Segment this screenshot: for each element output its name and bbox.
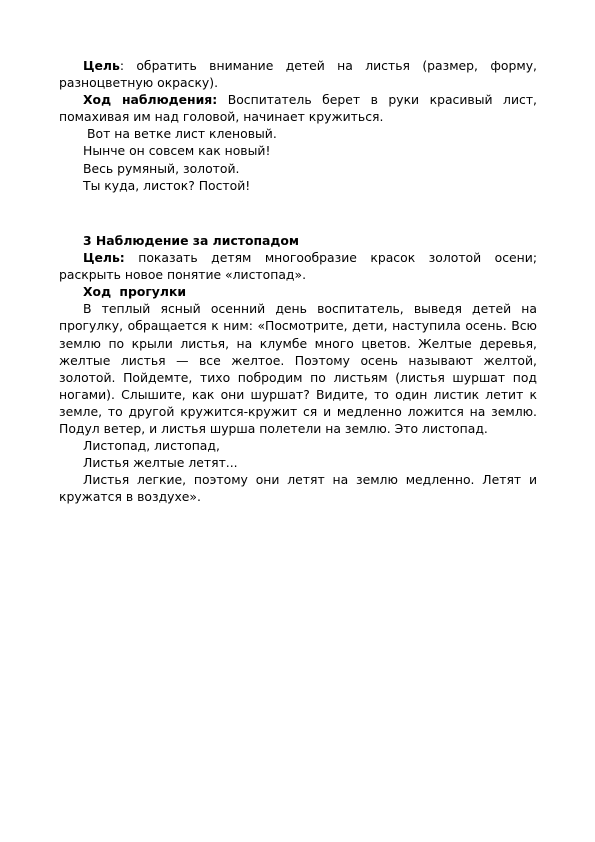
process-text: Воспитатель берет в руки красивый лист, помахивая им над головой, начинает кружиться. (59, 92, 537, 125)
goal-paragraph (59, 249, 537, 283)
process-label: Ход наблюдения: (83, 92, 218, 108)
verse-line: Весь румяный, золотой. (83, 160, 240, 176)
goal-text: : обратить внимание детей на листья (размер, форму, разноцветную окраску). (59, 58, 537, 91)
verse-line: Листопад, листопад, (83, 438, 220, 454)
goal-paragraph (59, 57, 537, 91)
verse-line: Нынче он совсем как новый! (83, 143, 271, 159)
goal-text: показать детям многообразие красок золотой осени; раскрыть новое понятие «листопад». (59, 250, 537, 283)
closing-paragraph: Листья легкие, поэтому они летят на землю медленно. Летят и кружатся в воздухе». (59, 472, 537, 505)
goal-label: Цель: (83, 250, 125, 266)
observation-3-block (59, 232, 537, 506)
process-paragraph (59, 91, 537, 125)
walk-heading: Ход прогулки (83, 284, 187, 300)
verse-line: Листья желтые летят... (83, 455, 238, 471)
section-heading: 3 Наблюдение за листопадом (83, 233, 300, 248)
verse-line: Ты куда, листок? Постой! (83, 177, 251, 193)
story-paragraph: В теплый ясный осенний день воспитатель, выведя детей на прогулку, обращается к ним: «Посмотрите, дети, наступила осень. Всю землю по крыли листья, на клумбе много цветов. Желтые деревья, желтые листья — все желтое. Поэтому осень называют желтой, золотой. Пойдемте, тихо побродим по листьям (листья шуршат под ногами). Слышите, как они шуршат? Видите, то один листик летит к земле, то другой кружится-кружит ся и медленно ложится на землю. Подул ветер, и листья шурша полетели на землю. Это листопад. (59, 301, 537, 437)
verse-line: Вот на ветке лист кленовый. (87, 126, 277, 142)
observation-2-block (59, 57, 537, 194)
goal-label: Цель (83, 58, 120, 73)
